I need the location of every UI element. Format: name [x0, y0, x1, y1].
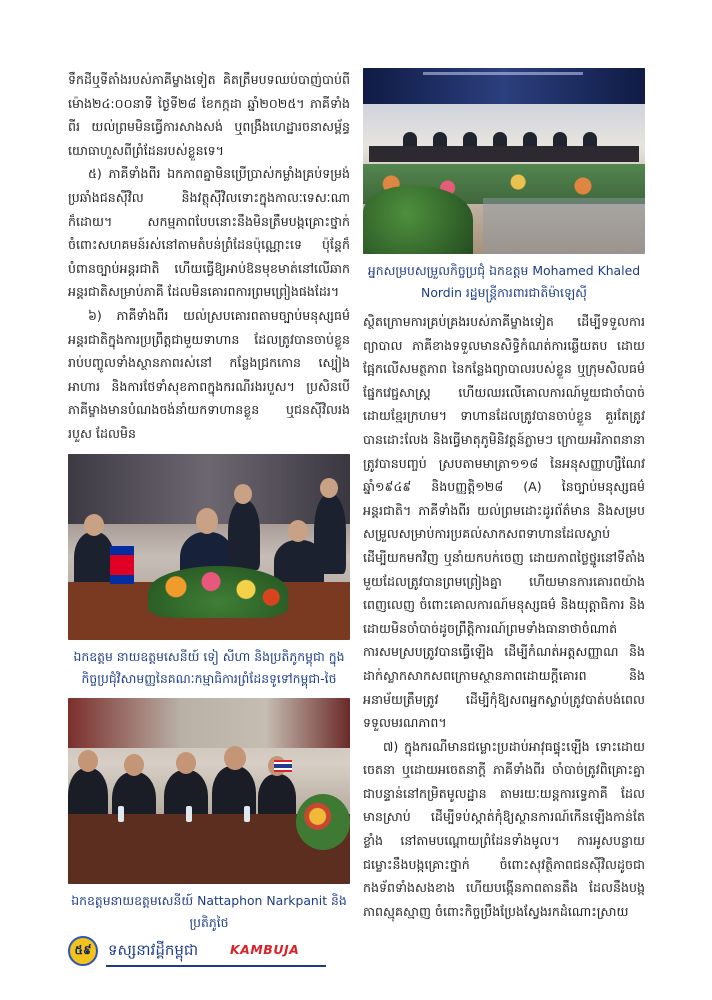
footer-rule: [106, 965, 326, 967]
magazine-name: KAMBUJA: [230, 942, 300, 957]
right-column: [363, 68, 645, 923]
article-paragraph-6: ៦) ភាគីទាំងពីរ យល់ស្របគោរពតាមច្បាប់មនុស្សធម៌អន្តរជាតិក្នុងការប្រព្រឹត្តជាមួយទាហាន ដែលត្រូវបានចាប់ខ្លួនរាប់បញ្ចូលទាំងស្ថានភាពរស់នៅ កន្លែងជ្រកកោន ស្បៀងអាហារ និងការថែទាំសុខភាពក្នុងករណីរងរបួស។ ប្រសិនបើភាគីម្ខាងមានបំណងចង់នាំយកទាហានខ្លួន ឬជនស៊ីវិលរងរបួស ដែលមិន: [68, 307, 350, 441]
photo-caption-thailand: ឯកឧត្តមនាយឧត្តមសេនីយ៍ Nattaphon Narkpanit និងប្រតិភូថៃ: [71, 892, 347, 930]
page-footer: [68, 932, 328, 972]
photo-thai-delegation: [68, 698, 350, 884]
cambodia-flag-icon: [110, 546, 134, 584]
page-number: ៥៩: [68, 936, 98, 966]
photo-caption-cambodia: ឯកឧត្តម នាយឧត្តមសេនីយ៍ ទៀ សីហា និងប្រតិភូកម្ពុជា ក្នុងកិច្ចប្រជុំវិសាមញ្ញនៃគណៈកម្មាធិការព្រំដែនទូទៅកម្ពុជា-ថៃ: [73, 648, 345, 686]
article-paragraph-5: ៥) ភាគីទាំងពីរ ឯកភាពគ្នាមិនប្រើប្រាស់កម្លាំងគ្រប់ទម្រង់ប្រឆាំងជនស៊ីវិល និងវត្ថុស៊ីវិលទោះក្នុងកាលៈទេសៈណាក៏ដោយ។ សកម្មភាពបែបនោះនឹងមិនត្រឹមបង្កគ្រោះថ្នាក់ចំពោះសហគមន៍រស់នៅតាមតំបន់ព្រំដែនប៉ុណ្ណោះទេ ប៉ុន្តែក៏បំពានច្បាប់អន្តរជាតិ ហើយធ្វើឱ្យអាប់ឱនមុខមាត់នៅលើឆាកអន្តរជាតិសម្រាប់ភាគី ដែលមិនគោរពការព្រមព្រៀងផងដែរ។: [68, 166, 350, 300]
magazine-title: ទស្សនាវដ្តីកម្ពុជា: [108, 941, 199, 959]
article-paragraph: ទឹកដីឬទីតាំងរបស់ភាគីម្ខាងទៀត គិតត្រឹមបទឈប់បាញ់បាប់ពីម៉ោង២៤:០០នាទី ថ្ងៃទី២៨ ខែកក្កដា ឆ្នាំ២០២៥។ ភាគីទាំងពីរ យល់ព្រមមិនធ្វើការសាងសង់ ឬពង្រឹងហេដ្ឋារចនាសម្ព័ន្ធយោធាហួសពីព្រំដែនរបស់ខ្លួនទេ។: [68, 72, 350, 158]
thailand-flag-icon: [274, 760, 292, 772]
article-paragraph-7: ៧) ក្នុងករណីមានជម្លោះប្រដាប់អាវុធផ្ទុះឡើង ទោះដោយចេតនា ឬដោយអចេតនាក្តី ភាគីទាំងពីរ ចាំបាច់ត្រូវពិគ្រោះគ្នាជាបន្ទាន់នៅកម្រិតមូលដ្ឋាន តាមរយៈយន្តការទ្វេភាគី ដែលមានស្រាប់ ដើម្បីទប់ស្កាត់កុំឱ្យស្ថានការណ៍កើនឡើងកាន់តែខ្លាំង នៅតាមបណ្តោយព្រំដែនទាំងមូល។ ការអូសបន្លាយជម្លោះនឹងបង្កគ្រោះថ្នាក់ ចំពោះសុវត្ថិភាពជនស៊ីវិលដូចជាកងទ័ពទាំងសងខាង ហើយបង្កើនភាពតានតឹង ដែលនឹងបង្កភាពស្មុគស្មាញ ចំពោះកិច្ចប្រឹងប្រែងស្វែងរកដំណោះស្រាយ: [363, 738, 645, 919]
photo-cambodian-delegation: [68, 454, 350, 640]
article-paragraph: ស្ថិតក្រោមការគ្រប់គ្រងរបស់ភាគីម្ខាងទៀត ដើម្បីទទួលការព្យាបាល ភាគីខាងទទួលមានសិទ្ធិកំណត់ការឆ្លើយតប ដោយផ្អែកលើសមត្ថភាព នៃកន្លែងព្យាបាលរបស់ខ្លួន ឬក្រុមសិលធម៌ផ្នែកវេជ្ជសាស្ត្រ ហើយឈរលើគោលការណ៍មួយជាចាំបាច់ដោយខ្មែរក្រហម។ ទាហានដែលត្រូវបានចាប់ខ្លួន គួរតែត្រូវបានដោះលែង និងធ្វើមាតុភូមិនិវត្តន៍ភ្លាមៗ ក្រោយអរិភាពនានាត្រូវបានបញ្ចប់ ស្របតាមមាត្រា១១៨ នៃអនុសញ្ញាហ្សឺណែវ ឆ្នាំ១៩៤៩ និងបញ្ញត្តិ១២៨ (A) នៃច្បាប់មនុស្សធម៌អន្តរជាតិ។ ភាគីទាំងពីរ យល់ព្រមដោះដូរព័ត៌មាន និងសម្របសម្រួលសម្រាប់ការប្រគល់សាកសពទាហានដែលស្លាប់ដើម្បីយកមកវិញ ឬនាំយកបក់ចេញ ដោយភាពថ្លៃថ្នូរនៅទីតាំងមួយដែលត្រូវបានព្រមព្រៀងគ្នា ហើយមានការគោរពយ៉ាងពេញលេញ ចំពោះគោលការណ៍មនុស្សធម៌ និងយុត្តាធិការ និងដោយមិនចាំបាច់ដូចព្រឹត្តិការណ៍ព្រមទាំងធានាថាចំណាត់ការសមស្របត្រូវបានធ្វើឡើង ដើម្បីកំណត់អត្តសញ្ញាណ និងដាក់ស្លាកសាកសពក្រោមស្ថានភាពដោយក្តីគោរព និងអនាម័យត្រឹមត្រូវ ដើម្បីកុំឱ្យសពអ្នកស្លាប់ត្រូវបាត់បង់ពេលទទួលមរណភាព។: [363, 314, 645, 731]
photo-caption-moderator: អ្នកសម្របសម្រួលកិច្ចប្រជុំ ឯកឧត្តម Mohamed Khaled Nordin រដ្ឋមន្ត្រីការពារជាតិម៉ាឡេស៊ី: [367, 263, 641, 300]
photo-meeting-panel: [363, 68, 645, 254]
left-column: [68, 68, 350, 934]
